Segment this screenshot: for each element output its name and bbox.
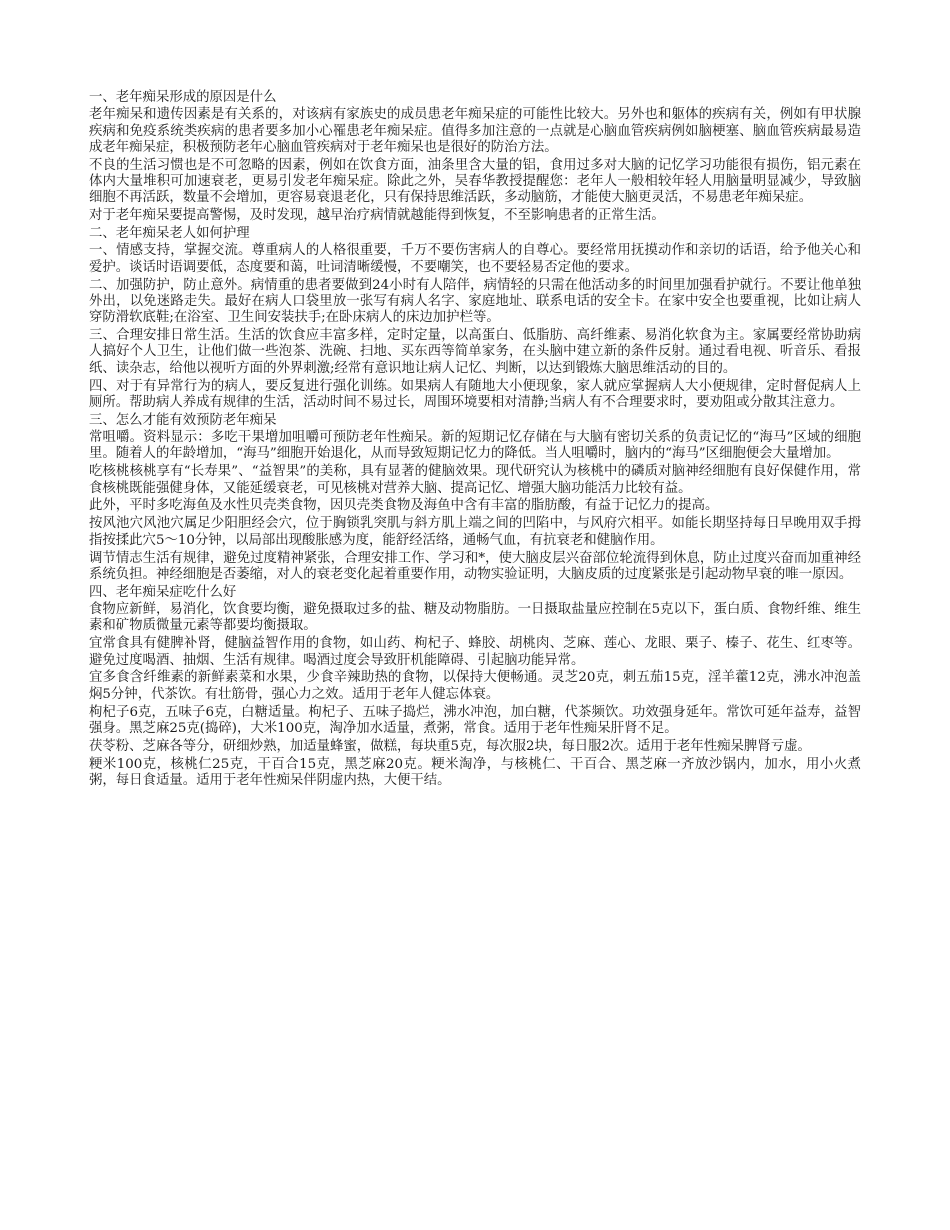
section-2-paragraph-4: 四、对于有异常行为的病人，要反复进行强化训练。如果病人有随地大小便现象，家人就应掌握病人大小便规律，定时督促病人上厕所。帮助病人养成有规律的生活，活动时间不易过长，周围环境要相对清静;当病人有不合理要求时，要劝阻或分散其注意力。	[89, 378, 861, 410]
section-4-paragraph-1: 食物应新鲜，易消化，饮食要均衡，避免摄取过多的盐、糖及动物脂肪。一日摄取盐量应控制在5克以下，蛋白质、食物纤维、维生素和矿物质微量元素等都要均衡摄取。	[89, 602, 861, 634]
section-2-heading: 二、老年痴呆老人如何护理	[89, 226, 250, 242]
section-4-paragraph-4: 枸杞子6克，五味子6克，白糖适量。枸杞子、五味子捣烂，沸水冲泡，加白糖，代茶频饮。功效强身延年。常饮可延年益寿，益智强身。黑芝麻25克(捣碎)，大米100克，淘净加水适量，煮粥，常食。适用于老年性痴呆肝肾不足。	[89, 704, 861, 736]
section-1-paragraph-3: 对于老年痴呆要提高警惕，及时发现，越早治疗病情就越能得到恢复，不至影响患者的正常生活。	[89, 208, 665, 224]
document-body	[89, 90, 861, 791]
section-3-paragraph-5: 调节情志生活有规律，避免过度精神紧张，合理安排工作、学习和*，使大脑皮层兴奋部位轮流得到休息，防止过度兴奋而加重神经系统负担。神经细胞是否萎缩，对人的衰老变化起着重要作用，动物实验证明，大脑皮质的过度紧张是引起动物早衰的唯一原因。	[89, 550, 861, 582]
section-2-paragraph-3: 三、合理安排日常生活。生活的饮食应丰富多样，定时定量，以高蛋白、低脂肪、高纤维素、易消化软食为主。家属要经常协助病人搞好个人卫生，让他们做一些泡茶、洗碗、扫地、买东西等简单家务，在头脑中建立新的条件反射。通过看电视、听音乐、看报纸、读杂志，给他以视听方面的外界刺激;经常有意识地让病人记忆、判断，以达到锻炼大脑思维活动的目的。	[89, 328, 861, 376]
section-2-paragraph-1: 一、情感支持，掌握交流。尊重病人的人格很重要，千万不要伤害病人的自尊心。要经常用抚摸动作和亲切的话语，给予他关心和爱护。谈话时语调要低，态度要和蔼，吐词清晰缓慢，不要嘲笑，也不要轻易否定他的要求。	[89, 243, 861, 275]
section-1-paragraph-1: 老年痴呆和遗传因素是有关系的，对该病有家族史的成员患老年痴呆症的可能性比较大。另外也和躯体的疾病有关，例如有甲状腺疾病和免疫系统类疾病的患者要多加小心罹患老年痴呆症。值得多加注意的一点就是心脑血管疾病例如脑梗塞、脑血管疾病最易造成老年痴呆症，积极预防老年心脑血管疾病对于老年痴呆也是很好的防治方法。	[89, 107, 861, 155]
section-4-paragraph-2: 宜常食具有健脾补肾，健脑益智作用的食物，如山药、枸杞子、蜂胶、胡桃肉、芝麻、莲心、龙眼、栗子、榛子、花生、红枣等。避免过度喝酒、抽烟、生活有规律。喝酒过度会导致肝机能障碍、引起脑功能异常。	[89, 636, 861, 668]
section-4-paragraph-5: 茯苓粉、芝麻各等分，研细炒熟，加适量蜂蜜，做糕，每块重5克，每次服2块，每日服2次。适用于老年性痴呆脾肾亏虚。	[89, 738, 811, 754]
section-1-heading: 一、老年痴呆形成的原因是什么	[89, 90, 277, 105]
section-4-paragraph-3: 宜多食含纤维素的新鲜素菜和水果，少食辛辣助热的食物，以保持大便畅通。灵芝20克，刺五茄15克，淫羊藿12克，沸水冲泡盖焖5分钟，代茶饮。有壮筋骨，强心力之效。适用于老年人健忘体衰。	[89, 670, 861, 702]
section-4-heading: 四、老年痴呆症吃什么好	[89, 584, 237, 600]
section-4-paragraph-6: 粳米100克，核桃仁25克，干百合15克，黑芝麻20克。粳米淘净，与核桃仁、干百合、黑芝麻一齐放沙锅内，加水，用小火煮粥，每日食适量。适用于老年性痴呆伴阴虚内热，大便干结。	[89, 756, 861, 788]
section-1-paragraph-2: 不良的生活习惯也是不可忽略的因素，例如在饮食方面，油条里含大量的铝，食用过多对大脑的记忆学习功能很有损伤，铝元素在体内大量堆积可加速衰老，更易引发老年痴呆症。除此之外，吴春华教授提醒您：老年人一般相较年轻人用脑量明显减少，导致脑细胞不再活跃，数量不会增加，更容易衰退老化，只有保持思维活跃，多动脑筋，才能使大脑更灵活，不易患老年痴呆症。	[89, 157, 861, 206]
section-3-paragraph-3: 此外，平时多吃海鱼及水性贝壳类食物，因贝壳类食物及海鱼中含有丰富的脂肪酸，有益于记忆力的提高。	[89, 498, 719, 514]
section-3-paragraph-1: 常咀嚼。资料显示：多吃干果增加咀嚼可预防老年性痴呆。新的短期记忆存储在与大脑有密切关系的负责记忆的“海马”区域的细胞里。随着人的年龄增加，“海马”细胞开始退化，从而导致短期记忆力的降低。当人咀嚼时，脑内的“海马”区细胞便会大量增加。	[89, 430, 861, 462]
section-3-heading: 三、怎么才能有效预防老年痴呆	[89, 412, 277, 428]
section-3-paragraph-4: 按风池穴风池穴属足少阳胆经会穴，位于胸锁乳突肌与斜方肌上端之间的凹陷中，与风府穴相平。如能长期坚持每日早晚用双手拇指按揉此穴5～10分钟，以局部出现酸胀感为度，能舒经活络，通畅气血，有抗衰老和健脑作用。	[89, 516, 861, 548]
section-2-paragraph-2: 二、加强防护，防止意外。病情重的患者要做到24小时有人陪伴，病情轻的只需在他活动多的时间里加强看护就行。不要让他单独外出，以免迷路走失。最好在病人口袋里放一张写有病人名字、家庭地址、联系电话的安全卡。在家中安全也要重视，比如让病人穿防滑软底鞋;在浴室、卫生间安装扶手;在卧床病人的床边加护栏等。	[89, 277, 861, 326]
section-3-paragraph-2: 吃核桃核桃享有“长寿果”、“益智果”的美称，具有显著的健脑效果。现代研究认为核桃中的磷质对脑神经细胞有良好保健作用，常食核桃既能强健身体，又能延缓衰老，可见核桃对营养大脑、提高记忆、增强大脑功能活力比较有益。	[89, 464, 861, 496]
